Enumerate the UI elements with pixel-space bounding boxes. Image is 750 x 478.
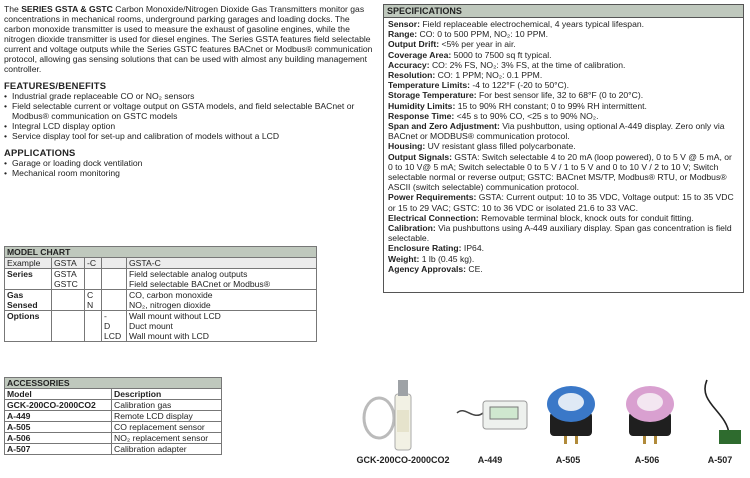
product-label: A-505 (555, 455, 581, 465)
spec-label: Agency Approvals: (388, 263, 466, 274)
list-item: • Mechanical room monitoring (4, 168, 376, 178)
spec-item (388, 19, 739, 29)
spec-label: Storage Temperature: (388, 90, 477, 101)
desc-cell: Calibration adapter (112, 444, 222, 455)
features-list (4, 91, 376, 141)
cylinder-valve (398, 380, 408, 396)
spec-value: 1 lb (0.45 kg). (419, 253, 475, 264)
list-item: • Garage or loading dock ventilation (4, 158, 376, 168)
no2-sensor-image (617, 378, 683, 448)
spec-label: Temperature Limits: (388, 80, 470, 91)
col-desc-header: Description (112, 389, 222, 400)
spec-value: GSTA: Current output: 10 to 35 VDC, Voltage output: 15 to 35 VDC or 15 to 29 VAC; GSTC: 10 to 36 VDC or isolated 21.6 to 33 VAC. (388, 192, 734, 213)
spec-label: Response Time: (388, 110, 455, 121)
applications-list (4, 158, 376, 178)
spec-label: Sensor: (388, 19, 420, 29)
desc-cell: Field selectable BACnet or Modbus® (129, 279, 271, 289)
desc-cell: CO replacement sensor (112, 422, 222, 433)
header-cell: GSTA-C (127, 258, 317, 269)
spec-item (388, 101, 739, 111)
left-column (4, 4, 376, 184)
spec-label: Coverage Area: (388, 49, 452, 60)
code-cell: GSTC (54, 279, 78, 289)
desc-cell: Duct mount (129, 321, 173, 331)
row-label: Gas Sensed (5, 290, 52, 311)
sensor-pin (654, 436, 657, 444)
table-row (5, 290, 317, 311)
spec-item (388, 264, 739, 274)
spec-item (388, 192, 739, 212)
spec-label: Power Requirements: (388, 192, 477, 203)
list-item: • Integral LCD display option (4, 121, 376, 131)
adapter-tube (705, 380, 729, 434)
spec-value: IP64. (461, 243, 485, 254)
spec-value: CO: 0 to 500 PPM, NO₂: 10 PPM. (417, 29, 548, 40)
cylinder-label (397, 410, 409, 432)
spec-label: Output Drift: (388, 39, 440, 50)
intro-series-name: SERIES GSTA & GSTC (21, 4, 113, 14)
product-label: A-507 (707, 455, 733, 465)
header-cell (102, 258, 127, 269)
model-cell: A-505 (5, 422, 112, 433)
code-cell: C (87, 290, 94, 300)
spec-item (388, 213, 739, 223)
table-row (5, 411, 222, 422)
spec-item (388, 141, 739, 151)
accessories-table (4, 377, 222, 455)
spec-label: Output Signals: (388, 151, 452, 162)
sensor-pin (564, 436, 567, 444)
spec-item (388, 70, 739, 80)
header-cell: Example (5, 258, 52, 269)
specifications-body (384, 18, 743, 274)
tubing-ring (364, 398, 394, 438)
product-label: A-506 (634, 455, 660, 465)
spec-item (388, 254, 739, 264)
intro-text: Carbon Monoxide/Nitrogen Dioxide Gas Transmitters monitor gas concentrations in mechanical rooms, underground parking garages and loading docks. The carbon monoxide transmitter is used to measure the exhaust of gasoline engines, while the nitrogen dioxide transmitter is used for diesel engines. The Series GSTA features field selectable current and voltage outputs while the Series GSTC features BACnet or Modbus® communication protocol, allowing gas sensing solutions that can be used with almost any building management controller. (4, 4, 373, 74)
spec-item (388, 243, 739, 253)
spec-label: Resolution: (388, 70, 436, 81)
sensor-label (558, 393, 584, 411)
spec-value: 5000 to 7500 sq ft typical. (451, 49, 552, 60)
desc-cell: CO, carbon monoxide (129, 290, 213, 300)
desc-cell: NO₂, nitrogen dioxide (129, 300, 211, 310)
table-row (5, 269, 317, 290)
spec-label: Electrical Connection: (388, 212, 479, 223)
table-row (5, 433, 222, 444)
desc-cell: Calibration gas (112, 400, 222, 411)
spec-value: For best sensor life, 32 to 68°F (0 to 20°C). (476, 90, 644, 101)
code-cell: N (87, 300, 94, 310)
spec-value: Field replaceable electrochemical, 4 years typical lifespan. (420, 19, 645, 29)
intro-paragraph (4, 4, 376, 74)
spec-item (388, 39, 739, 49)
table-row (5, 311, 317, 342)
table-row (5, 422, 222, 433)
list-item: • Industrial grade replaceable CO or NO₂ sensors (4, 91, 376, 101)
spec-item (388, 60, 739, 70)
desc-cell: Wall mount with LCD (129, 331, 209, 341)
spec-label: Span and Zero Adjustment: (388, 121, 500, 132)
row-label: Series (5, 269, 52, 290)
spec-label: Calibration: (388, 223, 436, 234)
list-item: • Service display tool for set-up and calibration of models without a LCD (4, 131, 376, 141)
adapter-board (719, 430, 741, 444)
spec-value: <5% per year in air. (439, 39, 516, 50)
spec-value: Removable terminal block, knock outs for conduit fitting. (478, 212, 694, 223)
accessories-title: ACCESSORIES (5, 378, 222, 389)
table-row (5, 400, 222, 411)
spec-value: Via pushbuttons using A-449 auxiliary display. Span gas concentration is field selectable. (388, 223, 732, 244)
calibration-adapter-image (697, 372, 747, 452)
desc-cell: NO₂ replacement sensor (112, 433, 222, 444)
code-cell: - (104, 311, 107, 321)
col-model-header: Model (5, 389, 112, 400)
list-item: • Field selectable current or voltage output on GSTA models, and field selectable BACnet or Modbus® communication on GSTC models (4, 101, 376, 121)
applications-heading: APPLICATIONS (4, 147, 76, 158)
spec-value: <45 s to 90% CO, <25 s to 90% NO₂. (454, 110, 599, 121)
display-screen (490, 407, 518, 419)
spec-item (388, 29, 739, 39)
spec-label: Housing: (388, 141, 426, 152)
spec-item (388, 223, 739, 243)
spec-item (388, 50, 739, 60)
spec-value: UV resistant glass filled polycarbonate. (425, 141, 576, 152)
desc-cell: Remote LCD display (112, 411, 222, 422)
spec-value: CO: 1 PPM; NO₂: 0.1 PPM. (435, 70, 543, 81)
spec-item (388, 152, 739, 193)
desc-cell: Field selectable analog outputs (129, 269, 248, 279)
sensor-pin (575, 436, 578, 444)
code-cell: D (104, 321, 111, 331)
code-cell: LCD (104, 331, 122, 341)
model-cell: A-506 (5, 433, 112, 444)
sensor-pin (643, 436, 646, 444)
spec-value: Via pushbutton, using optional A-449 display. Zero only via BACnet or MODBUS® communication protocol. (388, 121, 725, 142)
model-cell: A-507 (5, 444, 112, 455)
model-chart-table (4, 246, 317, 342)
product-label: GCK-200CO-2000CO2 (356, 455, 450, 465)
display-cable (457, 411, 483, 416)
intro-lead: The (4, 4, 22, 14)
spec-label: Humidity Limits: (388, 100, 456, 111)
spec-label: Range: (388, 29, 418, 40)
desc-cell: Wall mount without LCD (129, 311, 221, 321)
spec-item (388, 80, 739, 90)
spec-label: Weight: (388, 253, 420, 264)
spec-value: -4 to 122°F (-20 to 50°C). (469, 80, 570, 91)
calibration-gas-kit-image (355, 370, 445, 455)
specifications-title: SPECIFICATIONS (384, 5, 743, 18)
specifications-box (383, 4, 744, 293)
spec-value: CE. (466, 263, 483, 274)
model-chart-title: MODEL CHART (5, 247, 317, 258)
product-label: A-449 (477, 455, 503, 465)
spec-value: GSTA: Switch selectable 4 to 20 mA (loop powered), 0 to 5 V @ 5 mA, or 0 to 10 V@ 5 mA; Switch selectable 0 to 5 V / 1 to 5 V and 0 to 10 V / 2 to 10 V; Switch selectable normal or reverse output; GSTC: BACnet MS/TP, Modbus® RTU, or Modbus® ASCII (switch selectable) communication protocol. (388, 151, 732, 193)
spec-label: Accuracy: (388, 59, 430, 70)
spec-label: Enclosure Rating: (388, 243, 462, 254)
table-row (5, 444, 222, 455)
spec-item (388, 90, 739, 100)
co-sensor-image (538, 378, 604, 448)
header-cell: -C (85, 258, 102, 269)
spec-item (388, 121, 739, 141)
row-label: Options (5, 311, 52, 342)
remote-lcd-display-image (455, 395, 530, 435)
code-cell: GSTA (54, 269, 77, 279)
spec-value: 15 to 90% RH constant; 0 to 99% RH intermittent. (455, 100, 647, 111)
spec-value: CO: 2% FS, NO₂: 3% FS, at the time of calibration. (429, 59, 626, 70)
model-cell: A-449 (5, 411, 112, 422)
features-heading: FEATURES/BENEFITS (4, 80, 107, 91)
spec-item (388, 111, 739, 121)
header-cell: GSTA (52, 258, 85, 269)
sensor-label (637, 393, 663, 411)
model-cell: GCK-200CO-2000CO2 (5, 400, 112, 411)
